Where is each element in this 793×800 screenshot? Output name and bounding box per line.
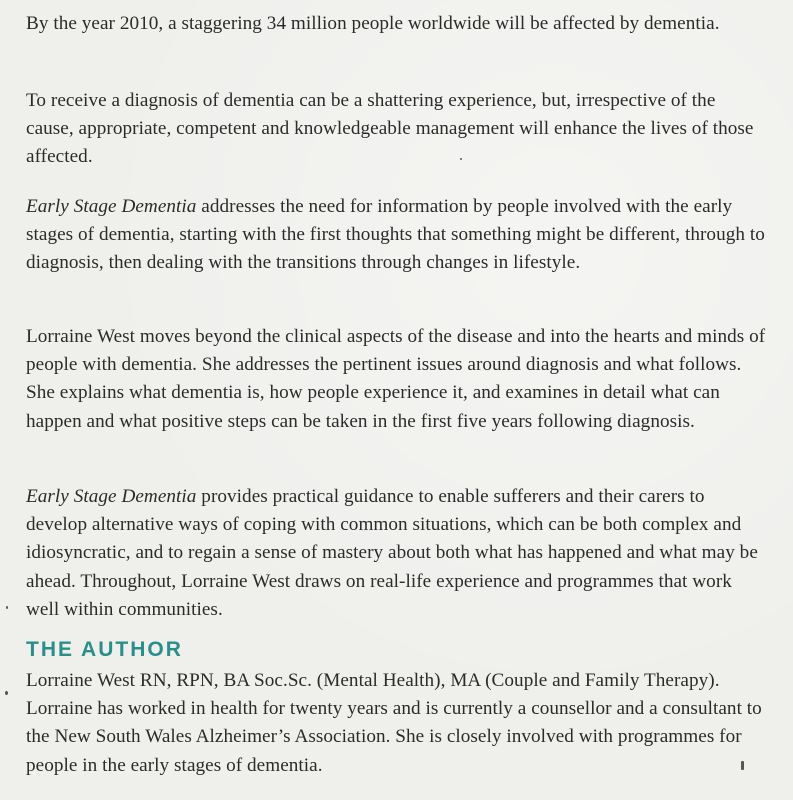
- intro-paragraph: By the year 2010, a staggering 34 million people worldwide will be affected by dementia.: [26, 13, 720, 34]
- book-title-italic: Early Stage Dementia: [26, 486, 197, 507]
- scan-speck: [5, 691, 8, 695]
- author-bio-paragraph: Lorraine West RN, RPN, BA Soc.Sc. (Mental Health), MA (Couple and Family Therapy). Lorraine has worked in health for twenty years and is currently a counsellor and a consultant to the New South Wales Alzheimer’s Association. She is closely involved with programmes for people in the early stages of dementia.: [26, 670, 762, 776]
- scan-speck: [460, 158, 462, 160]
- book-purpose-paragraph: [26, 193, 766, 278]
- book-purpose-text: addresses the need for information by people involved with the early stages of dementia, starting with the first thoughts that something might be different, through to diagnosis, then dealing with the transitions through changes in lifestyle.: [26, 196, 765, 274]
- practical-guidance-paragraph: [26, 483, 766, 624]
- scan-speck: [741, 761, 744, 770]
- book-title-italic: Early Stage Dementia: [26, 196, 197, 217]
- author-heading: THE AUTHOR: [26, 638, 183, 661]
- author-approach-paragraph: Lorraine West moves beyond the clinical aspects of the disease and into the hearts and minds of people with dementia. She addresses the pertinent issues around diagnosis and what follows. She explains what dementia is, how people experience it, and examines in detail what can happen and what positive steps can be taken in the first five years following diagnosis.: [26, 326, 766, 432]
- diagnosis-paragraph: To receive a diagnosis of dementia can be a shattering experience, but, irrespective of the cause, appropriate, competent and knowledgeable management will enhance the lives of those affected.: [26, 90, 754, 168]
- scan-speck: [6, 606, 8, 609]
- practical-guidance-text: provides practical guidance to enable sufferers and their carers to develop alternative ways of coping with common situations, which can be both complex and idiosyncratic, and to regain a sense of mastery about both what has happened and what may be ahead. Throughout, Lorraine West draws on real-life experience and programmes that work well within communities.: [26, 486, 758, 620]
